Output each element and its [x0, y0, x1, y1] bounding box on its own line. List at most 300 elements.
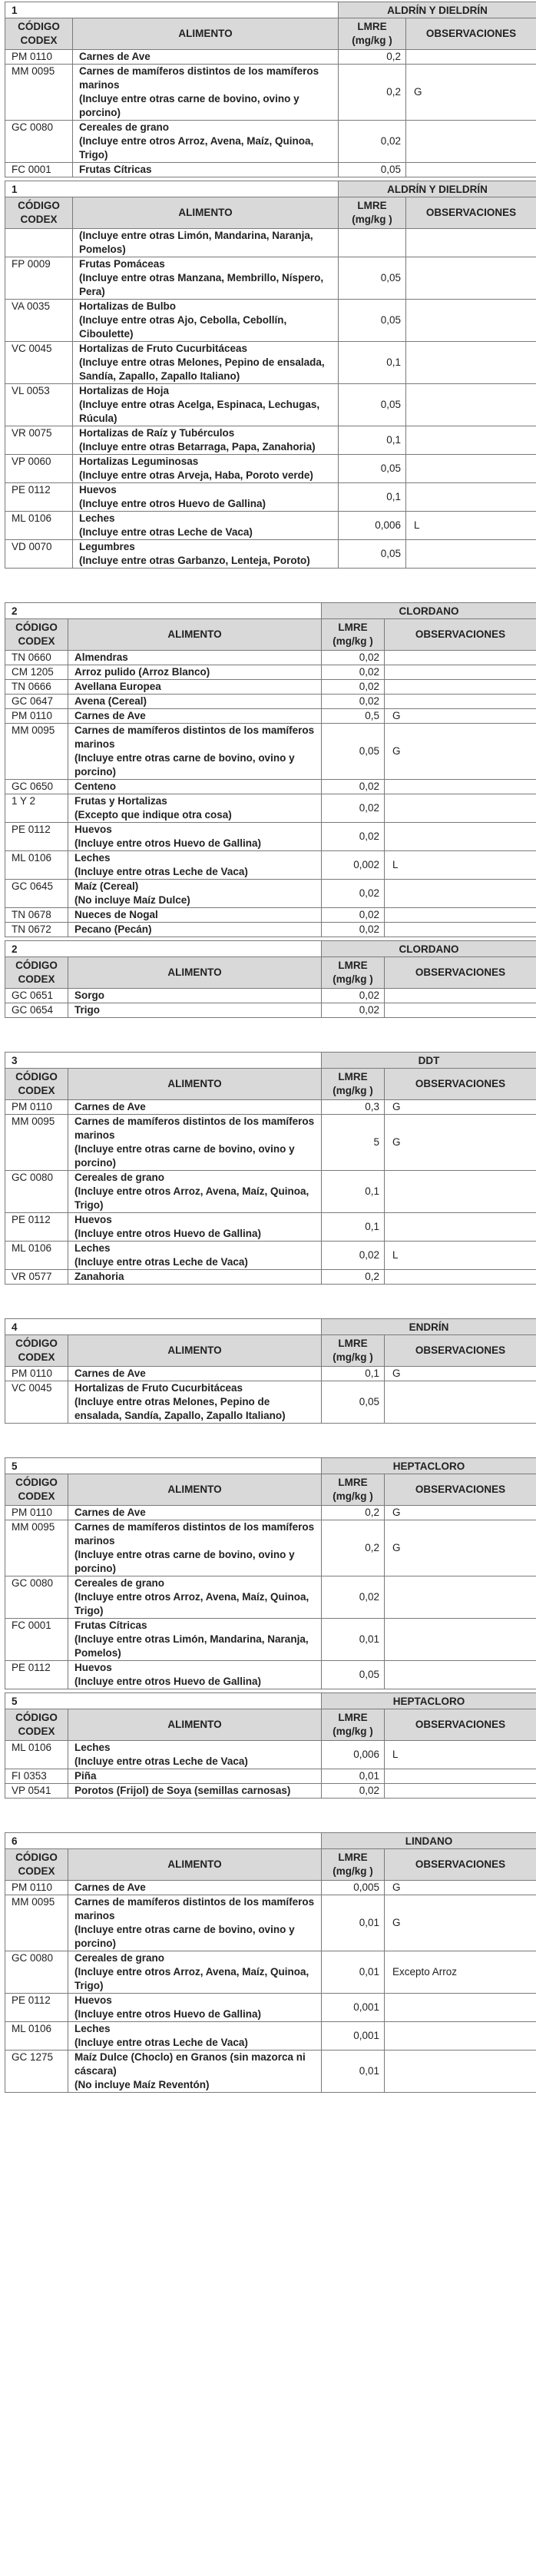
header-observaciones: OBSERVACIONES	[385, 1474, 536, 1506]
codex-code: FP 0009	[5, 257, 73, 300]
table-row	[5, 1576, 536, 1619]
observation	[385, 1576, 536, 1619]
table-row	[5, 342, 536, 384]
food-name: Frutas Pomáceas (Incluye entre otras Manzana, Membrillo, Níspero, Pera)	[73, 257, 339, 300]
lmre-value: 0,1	[339, 483, 406, 512]
table-title-row	[5, 1693, 536, 1709]
lmre-value: 0,02	[322, 1003, 385, 1018]
codex-code: PE 0112	[5, 1213, 68, 1242]
lmre-value: 0,05	[339, 540, 406, 569]
lmre-value: 0,006	[339, 512, 406, 540]
lmre-value: 0,02	[322, 1784, 385, 1799]
food-name: Cereales de grano (Incluye entre otros Arroz, Avena, Maíz, Quinoa, Trigo)	[68, 1951, 322, 1994]
food-name: Huevos (Incluye entre otros Huevo de Gallina)	[68, 1994, 322, 2022]
header-observaciones: OBSERVACIONES	[385, 1335, 536, 1367]
codex-code: ML 0106	[5, 512, 73, 540]
observation	[385, 2022, 536, 2051]
codex-code: GC 0647	[5, 695, 68, 709]
header-alimento: ALIMENTO	[68, 619, 322, 651]
observation: L	[385, 1242, 536, 1270]
food-name: Porotos (Frijol) de Soya (semillas carnosas)	[68, 1784, 322, 1799]
pesticide-name: DDT	[322, 1053, 536, 1069]
lmre-value: 0,02	[322, 923, 385, 937]
observation: L	[385, 851, 536, 880]
header-lmre: LMRE (mg/kg )	[322, 1474, 385, 1506]
observation	[406, 483, 536, 512]
observation	[406, 300, 536, 342]
observation: G	[406, 65, 536, 121]
table-row	[5, 695, 536, 709]
header-codigo: CÓDIGO CODEX	[5, 1849, 68, 1881]
lmre-value: 0,2	[322, 1520, 385, 1576]
codex-code: VP 0541	[5, 1784, 68, 1799]
observation	[385, 1661, 536, 1689]
food-name: Leches (Incluye entre otras Leche de Vaca)	[68, 1242, 322, 1270]
lmre-value: 0,1	[322, 1367, 385, 1381]
pesticide-table	[5, 1832, 536, 2093]
table-row	[5, 65, 536, 121]
food-name: Avellana Europea	[68, 680, 322, 695]
food-name: Carnes de Ave	[68, 1506, 322, 1520]
lmre-value	[339, 229, 406, 257]
pesticide-number: 6	[5, 1833, 322, 1849]
header-lmre: LMRE (mg/kg )	[322, 619, 385, 651]
table-row	[5, 1381, 536, 1424]
food-name: Arroz pulido (Arroz Blanco)	[68, 665, 322, 680]
observation	[406, 426, 536, 455]
header-codigo: CÓDIGO CODEX	[5, 197, 73, 229]
food-name: Leches (Incluye entre otras Leche de Vaca)	[68, 2022, 322, 2051]
lmre-value: 0,001	[322, 1994, 385, 2022]
food-name: Pecano (Pecán)	[68, 923, 322, 937]
header-observaciones: OBSERVACIONES	[385, 1069, 536, 1100]
codex-code: VD 0070	[5, 540, 73, 569]
lmre-value: 0,02	[322, 1576, 385, 1619]
food-name: Huevos (Incluye entre otros Huevo de Gallina)	[68, 1661, 322, 1689]
lmre-value: 0,02	[322, 695, 385, 709]
food-name: Hortalizas de Raíz y Tubérculos (Incluye entre otras Betarraga, Papa, Zanahoria)	[73, 426, 339, 455]
lmre-value: 0,05	[322, 1661, 385, 1689]
table-title-row	[5, 1833, 536, 1849]
codex-code: VP 0060	[5, 455, 73, 483]
food-name: Leches (Incluye entre otras Leche de Vaca)	[68, 1741, 322, 1769]
header-alimento: ALIMENTO	[68, 1474, 322, 1506]
table-gap	[3, 1018, 533, 1052]
food-name: Carnes de mamíferos distintos de los mamíferos marinos (Incluye entre otras carne de bovino, ovino y porcino)	[68, 1115, 322, 1171]
header-codigo: CÓDIGO CODEX	[5, 619, 68, 651]
codex-code: VR 0577	[5, 1270, 68, 1285]
header-observaciones: OBSERVACIONES	[385, 619, 536, 651]
table-row	[5, 851, 536, 880]
lmre-value: 0,05	[339, 384, 406, 426]
table-row	[5, 229, 536, 257]
lmre-value: 0,1	[339, 342, 406, 384]
food-name: Hortalizas de Fruto Cucurbitáceas (Incluye entre otras Melones, Pepino de ensalada, Sandía, Zapallo, Zapallo Italiano)	[73, 342, 339, 384]
header-lmre: LMRE (mg/kg )	[322, 1709, 385, 1741]
pesticide-name: ALDRÍN Y DIELDRÍN	[339, 2, 536, 18]
table-row	[5, 1741, 536, 1769]
observation	[385, 1213, 536, 1242]
table-row	[5, 1003, 536, 1018]
food-name: Leches (Incluye entre otras Leche de Vaca)	[73, 512, 339, 540]
food-name: Piña	[68, 1769, 322, 1784]
pesticide-name: ENDRÍN	[322, 1319, 536, 1335]
observation: G	[385, 1367, 536, 1381]
food-name: Centeno	[68, 780, 322, 794]
food-name: Huevos (Incluye entre otros Huevo de Gallina)	[68, 1213, 322, 1242]
observation	[406, 163, 536, 177]
table-row	[5, 455, 536, 483]
column-header-row	[5, 1474, 536, 1506]
header-codigo: CÓDIGO CODEX	[5, 1709, 68, 1741]
table-row	[5, 1100, 536, 1115]
lmre-value: 0,05	[339, 300, 406, 342]
observation	[385, 695, 536, 709]
observation	[385, 2051, 536, 2093]
food-name: Trigo	[68, 1003, 322, 1018]
food-name: Maíz (Cereal) (No incluye Maíz Dulce)	[68, 880, 322, 908]
observation	[406, 257, 536, 300]
lmre-value: 0,05	[322, 1381, 385, 1424]
table-row	[5, 512, 536, 540]
codex-code: GC 0654	[5, 1003, 68, 1018]
pesticide-name: HEPTACLORO	[322, 1458, 536, 1474]
lmre-value: 0,02	[322, 794, 385, 823]
table-row	[5, 257, 536, 300]
codex-code: MM 0095	[5, 1115, 68, 1171]
table-row	[5, 989, 536, 1003]
column-header-row	[5, 18, 536, 50]
table-row	[5, 2022, 536, 2051]
codex-code: TN 0672	[5, 923, 68, 937]
observation: L	[385, 1741, 536, 1769]
food-name: Huevos (Incluye entre otros Huevo de Gallina)	[73, 483, 339, 512]
header-lmre: LMRE (mg/kg )	[339, 197, 406, 229]
observation	[385, 1619, 536, 1661]
table-row	[5, 1367, 536, 1381]
table-row	[5, 1270, 536, 1285]
table-row	[5, 1994, 536, 2022]
observation: G	[385, 1895, 536, 1951]
table-title-row	[5, 941, 536, 957]
codex-code: VC 0045	[5, 1381, 68, 1424]
observation	[406, 455, 536, 483]
lmre-value: 0,02	[322, 1242, 385, 1270]
codex-code: MM 0095	[5, 1895, 68, 1951]
lmre-value: 0,01	[322, 1619, 385, 1661]
table-title-row	[5, 1053, 536, 1069]
lmre-value: 0,1	[322, 1213, 385, 1242]
codex-code: PE 0112	[5, 1661, 68, 1689]
codex-code: ML 0106	[5, 1741, 68, 1769]
food-name: Carnes de Ave	[68, 1881, 322, 1895]
observation	[385, 880, 536, 908]
food-name: Carnes de Ave	[68, 1100, 322, 1115]
observation	[385, 1003, 536, 1018]
lmre-value: 0,001	[322, 2022, 385, 2051]
codex-code: GC 0080	[5, 121, 73, 163]
header-codigo: CÓDIGO CODEX	[5, 957, 68, 989]
food-name: Hortalizas de Fruto Cucurbitáceas (Incluye entre otras Melones, Pepino de ensalada, Sandía, Zapallo, Zapallo Italiano)	[68, 1381, 322, 1424]
column-header-row	[5, 1709, 536, 1741]
codex-code: FC 0001	[5, 163, 73, 177]
food-name: Cereales de grano (Incluye entre otros Arroz, Avena, Maíz, Quinoa, Trigo)	[68, 1171, 322, 1213]
lmre-value: 0,05	[339, 455, 406, 483]
lmre-value: 0,02	[322, 665, 385, 680]
pesticide-number: 5	[5, 1458, 322, 1474]
observation	[406, 540, 536, 569]
food-name: Nueces de Nogal	[68, 908, 322, 923]
codex-code: CM 1205	[5, 665, 68, 680]
codex-code: ML 0106	[5, 1242, 68, 1270]
header-codigo: CÓDIGO CODEX	[5, 1335, 68, 1367]
codex-code: GC 1275	[5, 2051, 68, 2093]
column-header-row	[5, 957, 536, 989]
table-row	[5, 1661, 536, 1689]
lmre-value: 0,3	[322, 1100, 385, 1115]
codex-code: FI 0353	[5, 1769, 68, 1784]
header-observaciones: OBSERVACIONES	[385, 957, 536, 989]
observation	[385, 908, 536, 923]
lmre-value: 5	[322, 1115, 385, 1171]
observation	[406, 229, 536, 257]
pesticide-name: ALDRÍN Y DIELDRÍN	[339, 181, 536, 197]
lmre-value: 0,02	[322, 823, 385, 851]
lmre-value: 0,005	[322, 1881, 385, 1895]
table-row	[5, 300, 536, 342]
lmre-value: 0,2	[339, 50, 406, 65]
table-title-row	[5, 2, 536, 18]
table-row	[5, 923, 536, 937]
header-lmre: LMRE (mg/kg )	[339, 18, 406, 50]
codex-code: VR 0075	[5, 426, 73, 455]
table-row	[5, 1951, 536, 1994]
food-name: Frutas y Hortalizas (Excepto que indique otra cosa)	[68, 794, 322, 823]
table-title-row	[5, 1458, 536, 1474]
table-gap	[3, 1424, 533, 1457]
codex-code: TN 0666	[5, 680, 68, 695]
observation: G	[385, 1115, 536, 1171]
pesticide-table	[5, 1692, 536, 1799]
codex-code: PE 0112	[5, 1994, 68, 2022]
header-codigo: CÓDIGO CODEX	[5, 1474, 68, 1506]
header-lmre: LMRE (mg/kg )	[322, 1069, 385, 1100]
lmre-value: 0,02	[322, 651, 385, 665]
table-row	[5, 680, 536, 695]
observation: G	[385, 1100, 536, 1115]
table-row	[5, 483, 536, 512]
codex-code: VC 0045	[5, 342, 73, 384]
lmre-value: 0,01	[322, 2051, 385, 2093]
lmre-value: 0,02	[322, 680, 385, 695]
observation	[385, 680, 536, 695]
header-observaciones: OBSERVACIONES	[406, 197, 536, 229]
codex-code: MM 0095	[5, 724, 68, 780]
pesticide-table	[5, 1457, 536, 1689]
pesticide-table	[5, 181, 536, 569]
observation	[406, 342, 536, 384]
table-row	[5, 709, 536, 724]
observation	[385, 1784, 536, 1799]
pesticide-number: 1	[5, 2, 339, 18]
table-title-row	[5, 181, 536, 197]
codex-code	[5, 229, 73, 257]
lmre-value: 0,2	[322, 1506, 385, 1520]
table-row	[5, 1506, 536, 1520]
lmre-value: 0,1	[339, 426, 406, 455]
codex-code: MM 0095	[5, 1520, 68, 1576]
food-name: Leches (Incluye entre otras Leche de Vaca)	[68, 851, 322, 880]
lmre-value: 0,02	[322, 880, 385, 908]
table-row	[5, 651, 536, 665]
pesticide-table	[5, 2, 536, 177]
codex-code: GC 0651	[5, 989, 68, 1003]
header-alimento: ALIMENTO	[68, 957, 322, 989]
column-header-row	[5, 619, 536, 651]
table-row	[5, 384, 536, 426]
table-row	[5, 880, 536, 908]
codex-code: GC 0650	[5, 780, 68, 794]
codex-code: VA 0035	[5, 300, 73, 342]
food-name: Carnes de Ave	[68, 709, 322, 724]
observation	[385, 989, 536, 1003]
table-row	[5, 908, 536, 923]
lmre-value: 0,02	[339, 121, 406, 163]
codex-code: MM 0095	[5, 65, 73, 121]
codex-code: VL 0053	[5, 384, 73, 426]
observation	[406, 384, 536, 426]
table-row	[5, 540, 536, 569]
pesticide-name: HEPTACLORO	[322, 1693, 536, 1709]
table-row	[5, 1895, 536, 1951]
table-row	[5, 121, 536, 163]
codex-code: PM 0110	[5, 709, 68, 724]
observation: G	[385, 1881, 536, 1895]
food-name: Maíz Dulce (Choclo) en Granos (sin mazorca ni cáscara) (No incluye Maíz Reventón)	[68, 2051, 322, 2093]
observation	[385, 794, 536, 823]
header-alimento: ALIMENTO	[68, 1849, 322, 1881]
table-title-row	[5, 1319, 536, 1335]
lmre-value: 0,05	[322, 724, 385, 780]
lmre-value: 0,2	[339, 65, 406, 121]
codex-code: PM 0110	[5, 50, 73, 65]
codex-code: GC 0080	[5, 1576, 68, 1619]
table-row	[5, 1520, 536, 1576]
food-name: Carnes de Ave	[68, 1367, 322, 1381]
column-header-row	[5, 1069, 536, 1100]
table-row	[5, 794, 536, 823]
codex-code: PM 0110	[5, 1367, 68, 1381]
table-gap	[3, 1799, 533, 1832]
observation	[385, 1994, 536, 2022]
column-header-row	[5, 197, 536, 229]
lmre-value: 0,01	[322, 1951, 385, 1994]
column-header-row	[5, 1335, 536, 1367]
codex-code: GC 0080	[5, 1951, 68, 1994]
pesticide-number: 2	[5, 603, 322, 619]
table-row	[5, 724, 536, 780]
codex-code: GC 0645	[5, 880, 68, 908]
pesticide-name: CLORDANO	[322, 603, 536, 619]
pesticide-table	[5, 1318, 536, 1424]
observation: Excepto Arroz	[385, 1951, 536, 1994]
header-observaciones: OBSERVACIONES	[385, 1709, 536, 1741]
food-name: Carnes de mamíferos distintos de los mamíferos marinos (Incluye entre otras carne de bovino, ovino y porcino)	[68, 724, 322, 780]
codex-code: ML 0106	[5, 2022, 68, 2051]
table-row	[5, 1213, 536, 1242]
codex-code: PE 0112	[5, 483, 73, 512]
lmre-value: 0,006	[322, 1741, 385, 1769]
column-header-row	[5, 1849, 536, 1881]
food-name: Cereales de grano (Incluye entre otros Arroz, Avena, Maíz, Quinoa, Trigo)	[73, 121, 339, 163]
table-row	[5, 1171, 536, 1213]
header-observaciones: OBSERVACIONES	[406, 18, 536, 50]
table-row	[5, 823, 536, 851]
observation	[385, 780, 536, 794]
observation	[385, 651, 536, 665]
codex-code: PM 0110	[5, 1100, 68, 1115]
lmre-value: 0,01	[322, 1895, 385, 1951]
pesticide-number: 5	[5, 1693, 322, 1709]
codex-code: GC 0080	[5, 1171, 68, 1213]
food-name: Carnes de Ave	[73, 50, 339, 65]
pesticide-number: 4	[5, 1319, 322, 1335]
pesticide-name: CLORDANO	[322, 941, 536, 957]
food-name: (Incluye entre otras Limón, Mandarina, Naranja, Pomelos)	[73, 229, 339, 257]
observation	[385, 1381, 536, 1424]
lmre-value: 0,5	[322, 709, 385, 724]
pesticide-name: LINDANO	[322, 1833, 536, 1849]
food-name: Almendras	[68, 651, 322, 665]
codex-code: TN 0660	[5, 651, 68, 665]
table-row	[5, 163, 536, 177]
lmre-value: 0,02	[322, 780, 385, 794]
table-row	[5, 1115, 536, 1171]
observation: G	[385, 709, 536, 724]
codex-code: PM 0110	[5, 1506, 68, 1520]
table-row	[5, 780, 536, 794]
codex-code: PM 0110	[5, 1881, 68, 1895]
table-row	[5, 50, 536, 65]
observation: G	[385, 1520, 536, 1576]
table-row	[5, 1769, 536, 1784]
lmre-value: 0,05	[339, 163, 406, 177]
pesticide-table	[5, 940, 536, 1018]
codex-code: ML 0106	[5, 851, 68, 880]
codex-code: TN 0678	[5, 908, 68, 923]
food-name: Legumbres (Incluye entre otras Garbanzo, Lenteja, Poroto)	[73, 540, 339, 569]
pesticide-number: 3	[5, 1053, 322, 1069]
lmre-value: 0,002	[322, 851, 385, 880]
observation: L	[406, 512, 536, 540]
food-name: Frutas Cítricas	[73, 163, 339, 177]
observation	[385, 1270, 536, 1285]
header-lmre: LMRE (mg/kg )	[322, 957, 385, 989]
header-alimento: ALIMENTO	[68, 1069, 322, 1100]
pesticide-table	[5, 602, 536, 937]
observation: G	[385, 1506, 536, 1520]
food-name: Hortalizas Leguminosas (Incluye entre otras Arveja, Haba, Poroto verde)	[73, 455, 339, 483]
table-row	[5, 1242, 536, 1270]
observation	[406, 50, 536, 65]
lmre-value: 0,01	[322, 1769, 385, 1784]
observation	[385, 923, 536, 937]
header-codigo: CÓDIGO CODEX	[5, 1069, 68, 1100]
header-alimento: ALIMENTO	[73, 197, 339, 229]
food-name: Huevos (Incluye entre otros Huevo de Gallina)	[68, 823, 322, 851]
header-alimento: ALIMENTO	[68, 1335, 322, 1367]
codex-code: 1 Y 2	[5, 794, 68, 823]
